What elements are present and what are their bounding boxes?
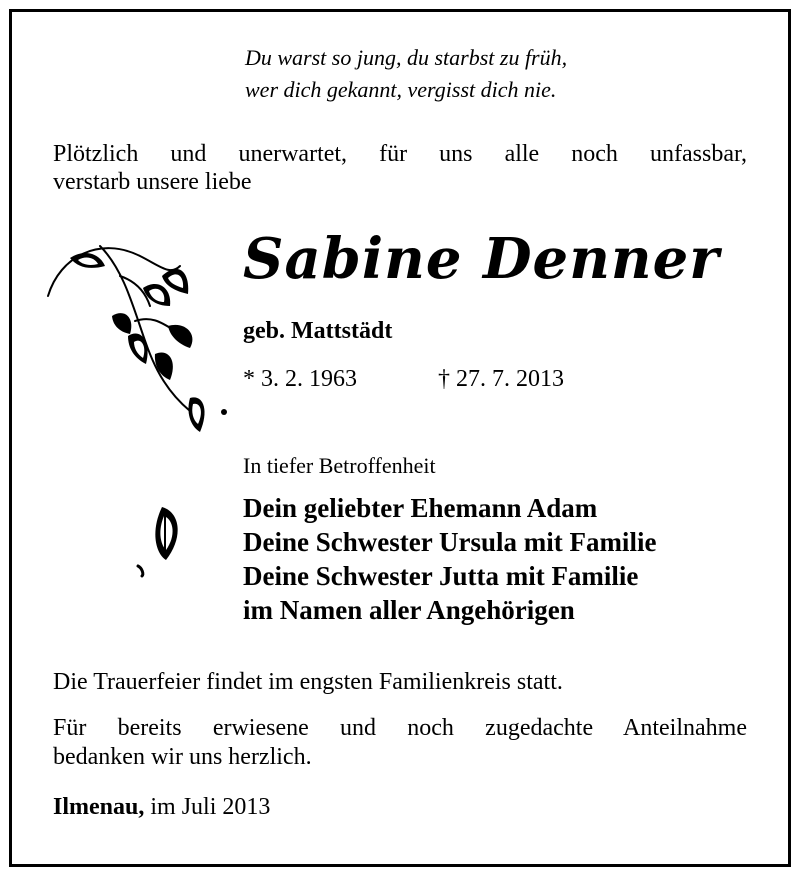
mourner-line: Deine Schwester Jutta mit Familie bbox=[243, 561, 639, 591]
place: Ilmenau, bbox=[53, 794, 145, 820]
motto-poem bbox=[245, 42, 567, 106]
thanks-line-1: Für bereits erwiesene und noch zugedachte Anteilnahme bbox=[53, 715, 747, 741]
mourner-line: Deine Schwester Ursula mit Familie bbox=[243, 527, 657, 557]
thanks-text bbox=[53, 714, 747, 772]
place-date bbox=[53, 794, 270, 821]
intro-line-2: verstarb unsere liebe bbox=[53, 169, 252, 195]
maiden-name: geb. Mattstädt bbox=[243, 318, 393, 344]
birth-date: * 3. 2. 1963 bbox=[243, 366, 357, 392]
date: im Juli 2013 bbox=[150, 794, 271, 820]
mourner-line: Dein geliebter Ehemann Adam bbox=[243, 493, 598, 523]
death-date: † 27. 7. 2013 bbox=[438, 366, 564, 392]
mourner-line: im Namen aller Angehörigen bbox=[243, 595, 575, 625]
thanks-line-2: bedanken wir uns herzlich. bbox=[53, 744, 312, 770]
birch-branch-icon bbox=[40, 236, 240, 446]
motto-line-1: Du warst so jung, du starbst zu früh, bbox=[245, 45, 568, 70]
deceased-name: Sabine Denner bbox=[243, 226, 720, 292]
mourners-list bbox=[243, 491, 656, 627]
falling-leaf-icon bbox=[132, 502, 192, 582]
ceremony-note: Die Trauerfeier findet im engsten Familienkreis statt. bbox=[53, 669, 563, 695]
motto-line-2: wer dich gekannt, vergisst dich nie. bbox=[245, 77, 557, 102]
intro-text bbox=[53, 140, 747, 196]
intro-line-1: Plötzlich und unerwartet, für uns alle noch unfassbar, bbox=[53, 141, 747, 167]
mourning-intro: In tiefer Betroffenheit bbox=[243, 453, 436, 478]
